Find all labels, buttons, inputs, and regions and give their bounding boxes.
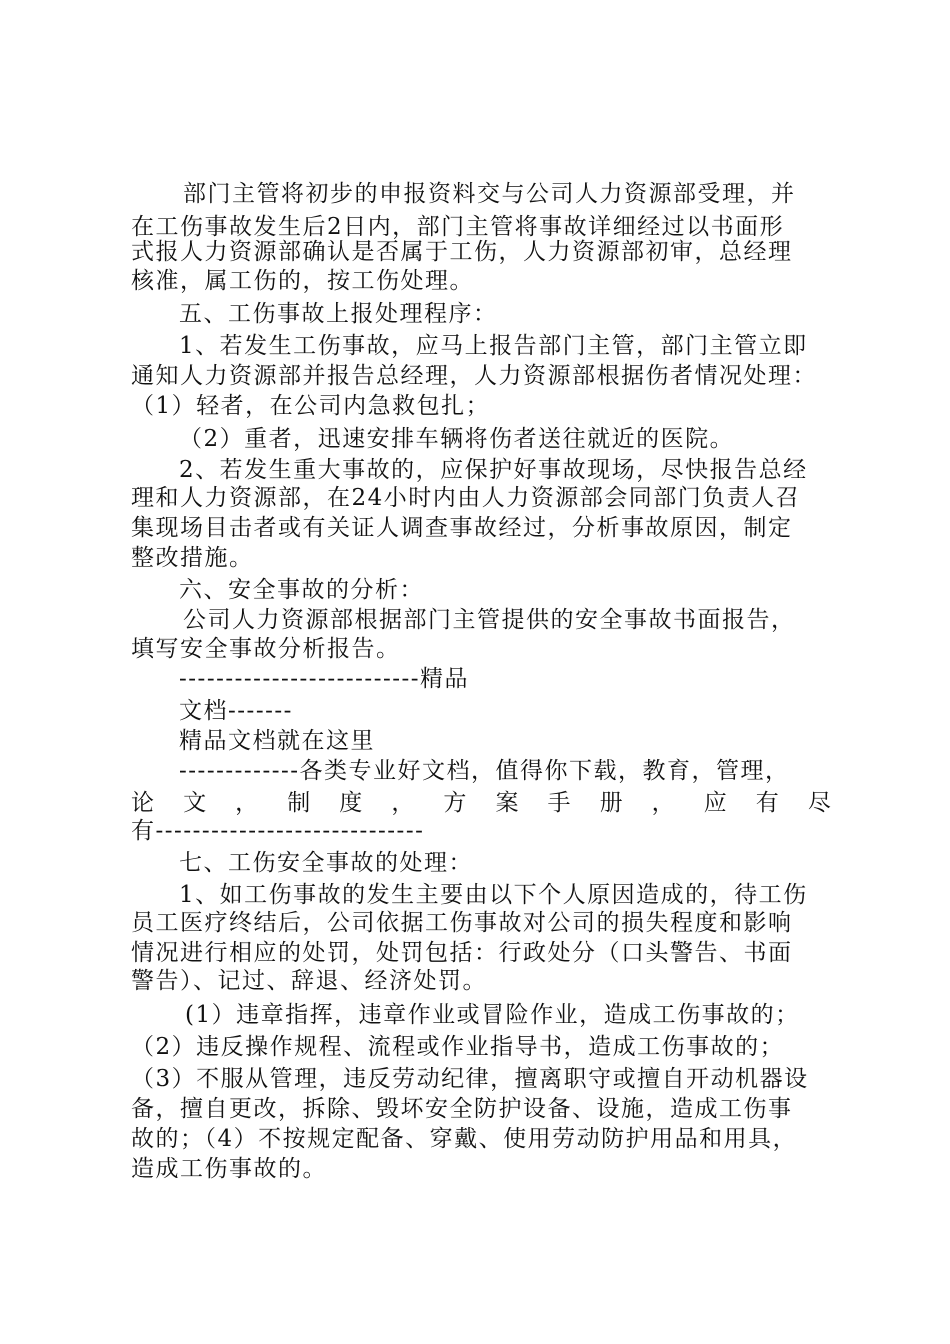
paragraph-line: 在工伤事故发生后2日内，部门主管将事故详细经过以书面形: [131, 214, 785, 240]
paragraph-line: 2、若发生重大事故的，应保护好事故现场，尽快报告总经: [179, 457, 808, 483]
list-item: （3）不服从管理，违反劳动纪律，擅离职守或擅自开动机器设: [131, 1066, 809, 1092]
list-item: （2）重者，迅速安排车辆将伤者送往就近的医院。: [179, 426, 735, 452]
paragraph-line: 公司人力资源部根据部门主管提供的安全事故书面报告，: [183, 607, 796, 633]
paragraph-line: 员工医疗终结后，公司依据工伤事故对公司的损失程度和影响: [131, 910, 793, 936]
watermark-justified-line: [131, 788, 831, 818]
justified-char: 有: [755, 790, 779, 816]
paragraph-line: 通知人力资源部并报告总经理，人力资源部根据伤者情况处理：: [131, 363, 817, 389]
justified-char: ，: [391, 790, 415, 816]
list-item: （2）违反操作规程、流程或作业指导书，造成工伤事故的；: [131, 1034, 785, 1060]
justified-char: 方: [443, 790, 467, 816]
paragraph-line: 整改措施。: [131, 545, 254, 571]
watermark-line: --------------------------精品: [179, 666, 470, 692]
justified-char: 度: [339, 790, 363, 816]
justified-char: 制: [287, 790, 311, 816]
watermark-line: 精品文档就在这里: [179, 728, 375, 754]
paragraph-line: 情况进行相应的处罚，处罚包括：行政处分（口头警告、书面: [131, 940, 793, 966]
justified-char: 文: [183, 790, 207, 816]
section-heading: 七、工伤安全事故的处理：: [179, 850, 473, 876]
watermark-line: 有-----------------------------: [131, 818, 425, 844]
paragraph-line: 核准，属工伤的，按工伤处理。: [131, 268, 474, 294]
justified-char: 案: [495, 790, 519, 816]
paragraph-line: 式报人力资源部确认是否属于工伤，人力资源部初审，总经理: [131, 239, 793, 265]
justified-char: 册: [599, 790, 623, 816]
watermark-line: 文档-------: [179, 698, 293, 724]
paragraph-line: 备，擅自更改，拆除、毁坏安全防护设备、设施，造成工伤事: [131, 1096, 793, 1122]
paragraph-line: 警告）、记过、辞退、经济处罚。: [131, 968, 487, 994]
list-item: （1）轻者，在公司内急救包扎；: [131, 393, 491, 419]
justified-char: ，: [651, 790, 675, 816]
paragraph-line: 故的；（4）不按规定配备、穿戴、使用劳动防护用品和用具，: [131, 1126, 798, 1152]
list-item: (1）违章指挥，违章作业或冒险作业，造成工伤事故的；: [185, 1002, 800, 1028]
justified-char: 论: [131, 790, 154, 816]
justified-char: ，: [235, 790, 259, 816]
section-heading: 六、安全事故的分析：: [179, 577, 424, 603]
paragraph-line: 理和人力资源部，在24小时内由人力资源部会同部门负责人召: [131, 485, 801, 511]
paragraph-line: 填写安全事故分析报告。: [131, 636, 401, 662]
paragraph-line: 1、若发生工伤事故，应马上报告部门主管，部门主管立即: [179, 333, 808, 359]
paragraph-line: 1、如工伤事故的发生主要由以下个人原因造成的，待工伤: [179, 882, 808, 908]
paragraph-line: 部门主管将初步的申报资料交与公司人力资源部受理，并: [183, 181, 796, 207]
justified-char: 尽: [807, 790, 831, 816]
section-heading: 五、工伤事故上报处理程序：: [179, 301, 498, 327]
watermark-line: -------------各类专业好文档，值得你下载，教育，管理，: [179, 758, 790, 784]
paragraph-line: 集现场目击者或有关证人调查事故经过，分析事故原因，制定: [131, 515, 793, 541]
justified-char: 应: [703, 790, 727, 816]
paragraph-line: 造成工伤事故的。: [131, 1156, 327, 1182]
justified-char: 手: [547, 790, 571, 816]
